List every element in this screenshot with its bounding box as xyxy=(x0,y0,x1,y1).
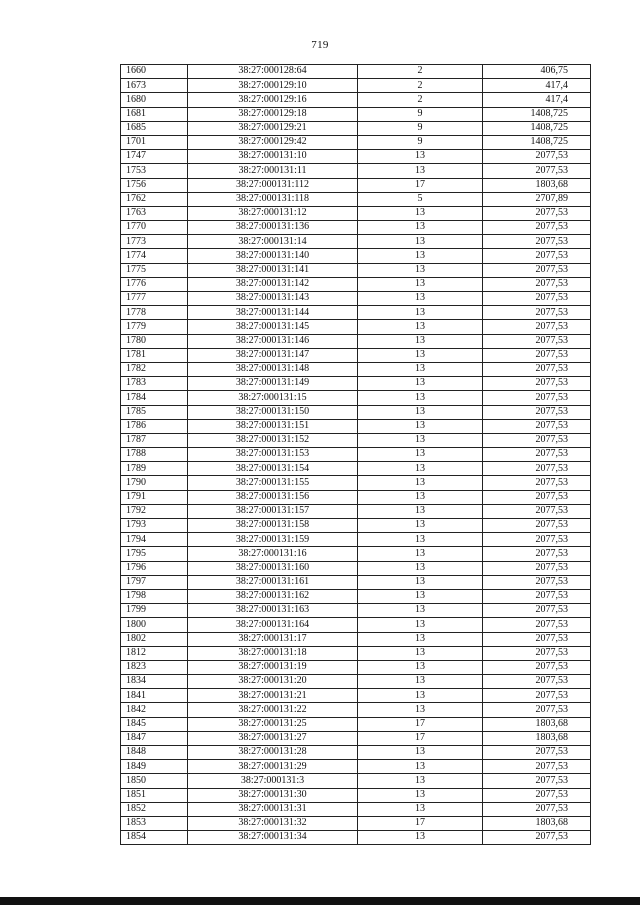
cadastral-number-cell: 38:27:000131:34 xyxy=(188,831,358,845)
cadastral-number-cell: 38:27:000131:155 xyxy=(188,476,358,490)
cadastral-number-cell: 38:27:000131:18 xyxy=(188,646,358,660)
value-cell: 1803,68 xyxy=(483,717,591,731)
quantity-cell: 13 xyxy=(358,519,483,533)
row-number-cell: 1753 xyxy=(121,164,188,178)
table-body xyxy=(121,65,591,845)
row-number-cell: 1800 xyxy=(121,618,188,632)
quantity-cell: 9 xyxy=(358,135,483,149)
table-row xyxy=(121,221,591,235)
quantity-cell: 13 xyxy=(358,831,483,845)
quantity-cell: 13 xyxy=(358,306,483,320)
table-row xyxy=(121,519,591,533)
cadastral-number-cell: 38:27:000131:164 xyxy=(188,618,358,632)
quantity-cell: 13 xyxy=(358,433,483,447)
table-row xyxy=(121,788,591,802)
value-cell: 2077,53 xyxy=(483,476,591,490)
table-row xyxy=(121,405,591,419)
cadastral-number-cell: 38:27:000131:19 xyxy=(188,660,358,674)
table-row xyxy=(121,774,591,788)
value-cell: 2077,53 xyxy=(483,703,591,717)
value-cell: 2077,53 xyxy=(483,362,591,376)
table-row xyxy=(121,490,591,504)
row-number-cell: 1685 xyxy=(121,121,188,135)
value-cell: 2077,53 xyxy=(483,164,591,178)
row-number-cell: 1847 xyxy=(121,731,188,745)
row-number-cell: 1823 xyxy=(121,660,188,674)
quantity-cell: 13 xyxy=(358,646,483,660)
table-row xyxy=(121,632,591,646)
quantity-cell: 13 xyxy=(358,448,483,462)
row-number-cell: 1780 xyxy=(121,334,188,348)
quantity-cell: 13 xyxy=(358,263,483,277)
table-row xyxy=(121,249,591,263)
cadastral-number-cell: 38:27:000131:149 xyxy=(188,377,358,391)
cadastral-number-cell: 38:27:000129:10 xyxy=(188,79,358,93)
quantity-cell: 13 xyxy=(358,334,483,348)
quantity-cell: 13 xyxy=(358,533,483,547)
quantity-cell: 13 xyxy=(358,462,483,476)
quantity-cell: 17 xyxy=(358,178,483,192)
table-row xyxy=(121,277,591,291)
row-number-cell: 1680 xyxy=(121,93,188,107)
table-row xyxy=(121,377,591,391)
cadastral-number-cell: 38:27:000131:14 xyxy=(188,235,358,249)
value-cell: 2077,53 xyxy=(483,150,591,164)
quantity-cell: 13 xyxy=(358,604,483,618)
cadastral-number-cell: 38:27:000131:17 xyxy=(188,632,358,646)
row-number-cell: 1841 xyxy=(121,689,188,703)
value-cell: 2077,53 xyxy=(483,746,591,760)
quantity-cell: 9 xyxy=(358,107,483,121)
table-row xyxy=(121,419,591,433)
table-row xyxy=(121,433,591,447)
quantity-cell: 2 xyxy=(358,65,483,79)
quantity-cell: 13 xyxy=(358,235,483,249)
cadastral-number-cell: 38:27:000131:162 xyxy=(188,589,358,603)
table-row xyxy=(121,79,591,93)
row-number-cell: 1673 xyxy=(121,79,188,93)
cadastral-number-cell: 38:27:000131:25 xyxy=(188,717,358,731)
cadastral-number-cell: 38:27:000131:150 xyxy=(188,405,358,419)
table-row xyxy=(121,604,591,618)
cadastral-number-cell: 38:27:000131:143 xyxy=(188,292,358,306)
value-cell: 2077,53 xyxy=(483,320,591,334)
row-number-cell: 1785 xyxy=(121,405,188,419)
value-cell: 2077,53 xyxy=(483,618,591,632)
quantity-cell: 13 xyxy=(358,221,483,235)
quantity-cell: 13 xyxy=(358,206,483,220)
value-cell: 2077,53 xyxy=(483,802,591,816)
quantity-cell: 13 xyxy=(358,660,483,674)
row-number-cell: 1842 xyxy=(121,703,188,717)
row-number-cell: 1775 xyxy=(121,263,188,277)
row-number-cell: 1796 xyxy=(121,561,188,575)
table-row xyxy=(121,760,591,774)
quantity-cell: 13 xyxy=(358,675,483,689)
value-cell: 2077,53 xyxy=(483,533,591,547)
row-number-cell: 1763 xyxy=(121,206,188,220)
value-cell: 2077,53 xyxy=(483,249,591,263)
cadastral-number-cell: 38:27:000131:148 xyxy=(188,362,358,376)
quantity-cell: 17 xyxy=(358,731,483,745)
row-number-cell: 1799 xyxy=(121,604,188,618)
cadastral-number-cell: 38:27:000131:16 xyxy=(188,547,358,561)
quantity-cell: 13 xyxy=(358,320,483,334)
table-row xyxy=(121,263,591,277)
quantity-cell: 13 xyxy=(358,760,483,774)
table-row xyxy=(121,107,591,121)
row-number-cell: 1798 xyxy=(121,589,188,603)
cadastral-number-cell: 38:27:000131:152 xyxy=(188,433,358,447)
row-number-cell: 1788 xyxy=(121,448,188,462)
cadastral-number-cell: 38:27:000131:136 xyxy=(188,221,358,235)
cadastral-number-cell: 38:27:000131:154 xyxy=(188,462,358,476)
table-row xyxy=(121,178,591,192)
table-row xyxy=(121,150,591,164)
row-number-cell: 1854 xyxy=(121,831,188,845)
value-cell: 417,4 xyxy=(483,79,591,93)
value-cell: 2077,53 xyxy=(483,419,591,433)
table-row xyxy=(121,717,591,731)
row-number-cell: 1793 xyxy=(121,519,188,533)
cadastral-number-cell: 38:27:000129:16 xyxy=(188,93,358,107)
table-row xyxy=(121,547,591,561)
quantity-cell: 13 xyxy=(358,150,483,164)
row-number-cell: 1787 xyxy=(121,433,188,447)
value-cell: 1408,725 xyxy=(483,107,591,121)
row-number-cell: 1770 xyxy=(121,221,188,235)
quantity-cell: 13 xyxy=(358,391,483,405)
cadastral-number-cell: 38:27:000131:27 xyxy=(188,731,358,745)
cadastral-number-cell: 38:27:000131:142 xyxy=(188,277,358,291)
value-cell: 2077,53 xyxy=(483,277,591,291)
row-number-cell: 1777 xyxy=(121,292,188,306)
quantity-cell: 13 xyxy=(358,348,483,362)
cadastral-number-cell: 38:27:000131:145 xyxy=(188,320,358,334)
cadastral-number-cell: 38:27:000131:151 xyxy=(188,419,358,433)
table-row xyxy=(121,589,591,603)
value-cell: 2077,53 xyxy=(483,632,591,646)
table-row xyxy=(121,802,591,816)
value-cell: 2077,53 xyxy=(483,348,591,362)
quantity-cell: 13 xyxy=(358,589,483,603)
table-row xyxy=(121,646,591,660)
table-row xyxy=(121,206,591,220)
value-cell: 2077,53 xyxy=(483,405,591,419)
value-cell: 2707,89 xyxy=(483,192,591,206)
cadastral-number-cell: 38:27:000131:159 xyxy=(188,533,358,547)
cadastral-number-cell: 38:27:000131:147 xyxy=(188,348,358,362)
cadastral-number-cell: 38:27:000129:42 xyxy=(188,135,358,149)
table-row xyxy=(121,675,591,689)
value-cell: 1408,725 xyxy=(483,121,591,135)
cadastral-number-cell: 38:27:000131:156 xyxy=(188,490,358,504)
table-row xyxy=(121,476,591,490)
value-cell: 2077,53 xyxy=(483,377,591,391)
quantity-cell: 5 xyxy=(358,192,483,206)
cadastral-number-cell: 38:27:000131:157 xyxy=(188,504,358,518)
quantity-cell: 13 xyxy=(358,575,483,589)
row-number-cell: 1774 xyxy=(121,249,188,263)
cadastral-number-cell: 38:27:000131:15 xyxy=(188,391,358,405)
quantity-cell: 13 xyxy=(358,703,483,717)
cadastral-number-cell: 38:27:000129:18 xyxy=(188,107,358,121)
row-number-cell: 1850 xyxy=(121,774,188,788)
quantity-cell: 13 xyxy=(358,476,483,490)
value-cell: 2077,53 xyxy=(483,788,591,802)
cadastral-number-cell: 38:27:000131:146 xyxy=(188,334,358,348)
value-cell: 2077,53 xyxy=(483,263,591,277)
cadastral-number-cell: 38:27:000131:112 xyxy=(188,178,358,192)
table-row xyxy=(121,235,591,249)
value-cell: 2077,53 xyxy=(483,646,591,660)
bottom-edge-bar xyxy=(0,897,640,905)
value-cell: 2077,53 xyxy=(483,504,591,518)
value-cell: 2077,53 xyxy=(483,589,591,603)
quantity-cell: 13 xyxy=(358,405,483,419)
value-cell: 2077,53 xyxy=(483,221,591,235)
row-number-cell: 1791 xyxy=(121,490,188,504)
row-number-cell: 1812 xyxy=(121,646,188,660)
row-number-cell: 1660 xyxy=(121,65,188,79)
row-number-cell: 1681 xyxy=(121,107,188,121)
value-cell: 2077,53 xyxy=(483,831,591,845)
cadastral-number-cell: 38:27:000131:144 xyxy=(188,306,358,320)
row-number-cell: 1852 xyxy=(121,802,188,816)
row-number-cell: 1794 xyxy=(121,533,188,547)
quantity-cell: 13 xyxy=(358,249,483,263)
quantity-cell: 13 xyxy=(358,277,483,291)
cadastral-number-cell: 38:27:000131:10 xyxy=(188,150,358,164)
row-number-cell: 1853 xyxy=(121,816,188,830)
cadastral-number-cell: 38:27:000131:31 xyxy=(188,802,358,816)
table-row xyxy=(121,462,591,476)
row-number-cell: 1790 xyxy=(121,476,188,490)
row-number-cell: 1778 xyxy=(121,306,188,320)
cadastral-number-cell: 38:27:000131:160 xyxy=(188,561,358,575)
table-row xyxy=(121,504,591,518)
row-number-cell: 1802 xyxy=(121,632,188,646)
quantity-cell: 2 xyxy=(358,79,483,93)
value-cell: 2077,53 xyxy=(483,547,591,561)
value-cell: 2077,53 xyxy=(483,519,591,533)
row-number-cell: 1849 xyxy=(121,760,188,774)
value-cell: 2077,53 xyxy=(483,660,591,674)
table-row xyxy=(121,334,591,348)
value-cell: 417,4 xyxy=(483,93,591,107)
row-number-cell: 1851 xyxy=(121,788,188,802)
table-row xyxy=(121,93,591,107)
table-row xyxy=(121,391,591,405)
cadastral-number-cell: 38:27:000131:22 xyxy=(188,703,358,717)
value-cell: 2077,53 xyxy=(483,206,591,220)
cadastral-number-cell: 38:27:000131:32 xyxy=(188,816,358,830)
quantity-cell: 13 xyxy=(358,292,483,306)
cadastral-number-cell: 38:27:000131:153 xyxy=(188,448,358,462)
value-cell: 1803,68 xyxy=(483,178,591,192)
value-cell: 2077,53 xyxy=(483,292,591,306)
table-row xyxy=(121,660,591,674)
row-number-cell: 1834 xyxy=(121,675,188,689)
table-row xyxy=(121,306,591,320)
cadastral-number-cell: 38:27:000128:64 xyxy=(188,65,358,79)
row-number-cell: 1782 xyxy=(121,362,188,376)
row-number-cell: 1701 xyxy=(121,135,188,149)
cadastral-number-cell: 38:27:000131:12 xyxy=(188,206,358,220)
row-number-cell: 1786 xyxy=(121,419,188,433)
table-row xyxy=(121,121,591,135)
quantity-cell: 9 xyxy=(358,121,483,135)
table-row xyxy=(121,831,591,845)
quantity-cell: 17 xyxy=(358,717,483,731)
table-row xyxy=(121,575,591,589)
row-number-cell: 1848 xyxy=(121,746,188,760)
quantity-cell: 13 xyxy=(358,504,483,518)
quantity-cell: 13 xyxy=(358,561,483,575)
table-row xyxy=(121,292,591,306)
cadastral-table xyxy=(120,64,591,845)
cadastral-number-cell: 38:27:000131:140 xyxy=(188,249,358,263)
quantity-cell: 13 xyxy=(358,490,483,504)
value-cell: 2077,53 xyxy=(483,561,591,575)
table-row xyxy=(121,135,591,149)
row-number-cell: 1776 xyxy=(121,277,188,291)
table-row xyxy=(121,348,591,362)
value-cell: 2077,53 xyxy=(483,448,591,462)
table-row xyxy=(121,448,591,462)
value-cell: 1408,725 xyxy=(483,135,591,149)
quantity-cell: 13 xyxy=(358,362,483,376)
table-row xyxy=(121,192,591,206)
cadastral-number-cell: 38:27:000131:30 xyxy=(188,788,358,802)
quantity-cell: 13 xyxy=(358,689,483,703)
cadastral-number-cell: 38:27:000129:21 xyxy=(188,121,358,135)
quantity-cell: 13 xyxy=(358,618,483,632)
quantity-cell: 13 xyxy=(358,802,483,816)
quantity-cell: 13 xyxy=(358,547,483,561)
cadastral-number-cell: 38:27:000131:20 xyxy=(188,675,358,689)
table-row xyxy=(121,618,591,632)
value-cell: 2077,53 xyxy=(483,306,591,320)
quantity-cell: 2 xyxy=(358,93,483,107)
quantity-cell: 17 xyxy=(358,816,483,830)
cadastral-number-cell: 38:27:000131:11 xyxy=(188,164,358,178)
value-cell: 2077,53 xyxy=(483,675,591,689)
cadastral-number-cell: 38:27:000131:161 xyxy=(188,575,358,589)
quantity-cell: 13 xyxy=(358,788,483,802)
value-cell: 2077,53 xyxy=(483,774,591,788)
table-row xyxy=(121,816,591,830)
value-cell: 2077,53 xyxy=(483,490,591,504)
table-row xyxy=(121,561,591,575)
table-row xyxy=(121,703,591,717)
table-row xyxy=(121,362,591,376)
quantity-cell: 13 xyxy=(358,419,483,433)
cadastral-number-cell: 38:27:000131:21 xyxy=(188,689,358,703)
table-row xyxy=(121,164,591,178)
row-number-cell: 1756 xyxy=(121,178,188,192)
row-number-cell: 1762 xyxy=(121,192,188,206)
cadastral-number-cell: 38:27:000131:163 xyxy=(188,604,358,618)
value-cell: 2077,53 xyxy=(483,575,591,589)
value-cell: 2077,53 xyxy=(483,604,591,618)
cadastral-number-cell: 38:27:000131:3 xyxy=(188,774,358,788)
cadastral-number-cell: 38:27:000131:141 xyxy=(188,263,358,277)
cadastral-number-cell: 38:27:000131:29 xyxy=(188,760,358,774)
value-cell: 2077,53 xyxy=(483,433,591,447)
table-row xyxy=(121,746,591,760)
value-cell: 2077,53 xyxy=(483,391,591,405)
table-row xyxy=(121,320,591,334)
table-row xyxy=(121,731,591,745)
value-cell: 2077,53 xyxy=(483,760,591,774)
row-number-cell: 1789 xyxy=(121,462,188,476)
row-number-cell: 1783 xyxy=(121,377,188,391)
value-cell: 406,75 xyxy=(483,65,591,79)
cadastral-number-cell: 38:27:000131:158 xyxy=(188,519,358,533)
quantity-cell: 13 xyxy=(358,746,483,760)
value-cell: 1803,68 xyxy=(483,731,591,745)
row-number-cell: 1792 xyxy=(121,504,188,518)
row-number-cell: 1784 xyxy=(121,391,188,405)
row-number-cell: 1773 xyxy=(121,235,188,249)
quantity-cell: 13 xyxy=(358,377,483,391)
value-cell: 2077,53 xyxy=(483,334,591,348)
row-number-cell: 1781 xyxy=(121,348,188,362)
table-row xyxy=(121,533,591,547)
value-cell: 2077,53 xyxy=(483,235,591,249)
quantity-cell: 13 xyxy=(358,774,483,788)
page-number: 719 xyxy=(311,39,329,51)
quantity-cell: 13 xyxy=(358,164,483,178)
cadastral-number-cell: 38:27:000131:118 xyxy=(188,192,358,206)
row-number-cell: 1779 xyxy=(121,320,188,334)
quantity-cell: 13 xyxy=(358,632,483,646)
value-cell: 2077,53 xyxy=(483,689,591,703)
row-number-cell: 1845 xyxy=(121,717,188,731)
row-number-cell: 1795 xyxy=(121,547,188,561)
row-number-cell: 1747 xyxy=(121,150,188,164)
cadastral-number-cell: 38:27:000131:28 xyxy=(188,746,358,760)
table-row xyxy=(121,689,591,703)
value-cell: 1803,68 xyxy=(483,816,591,830)
value-cell: 2077,53 xyxy=(483,462,591,476)
table-row xyxy=(121,65,591,79)
row-number-cell: 1797 xyxy=(121,575,188,589)
